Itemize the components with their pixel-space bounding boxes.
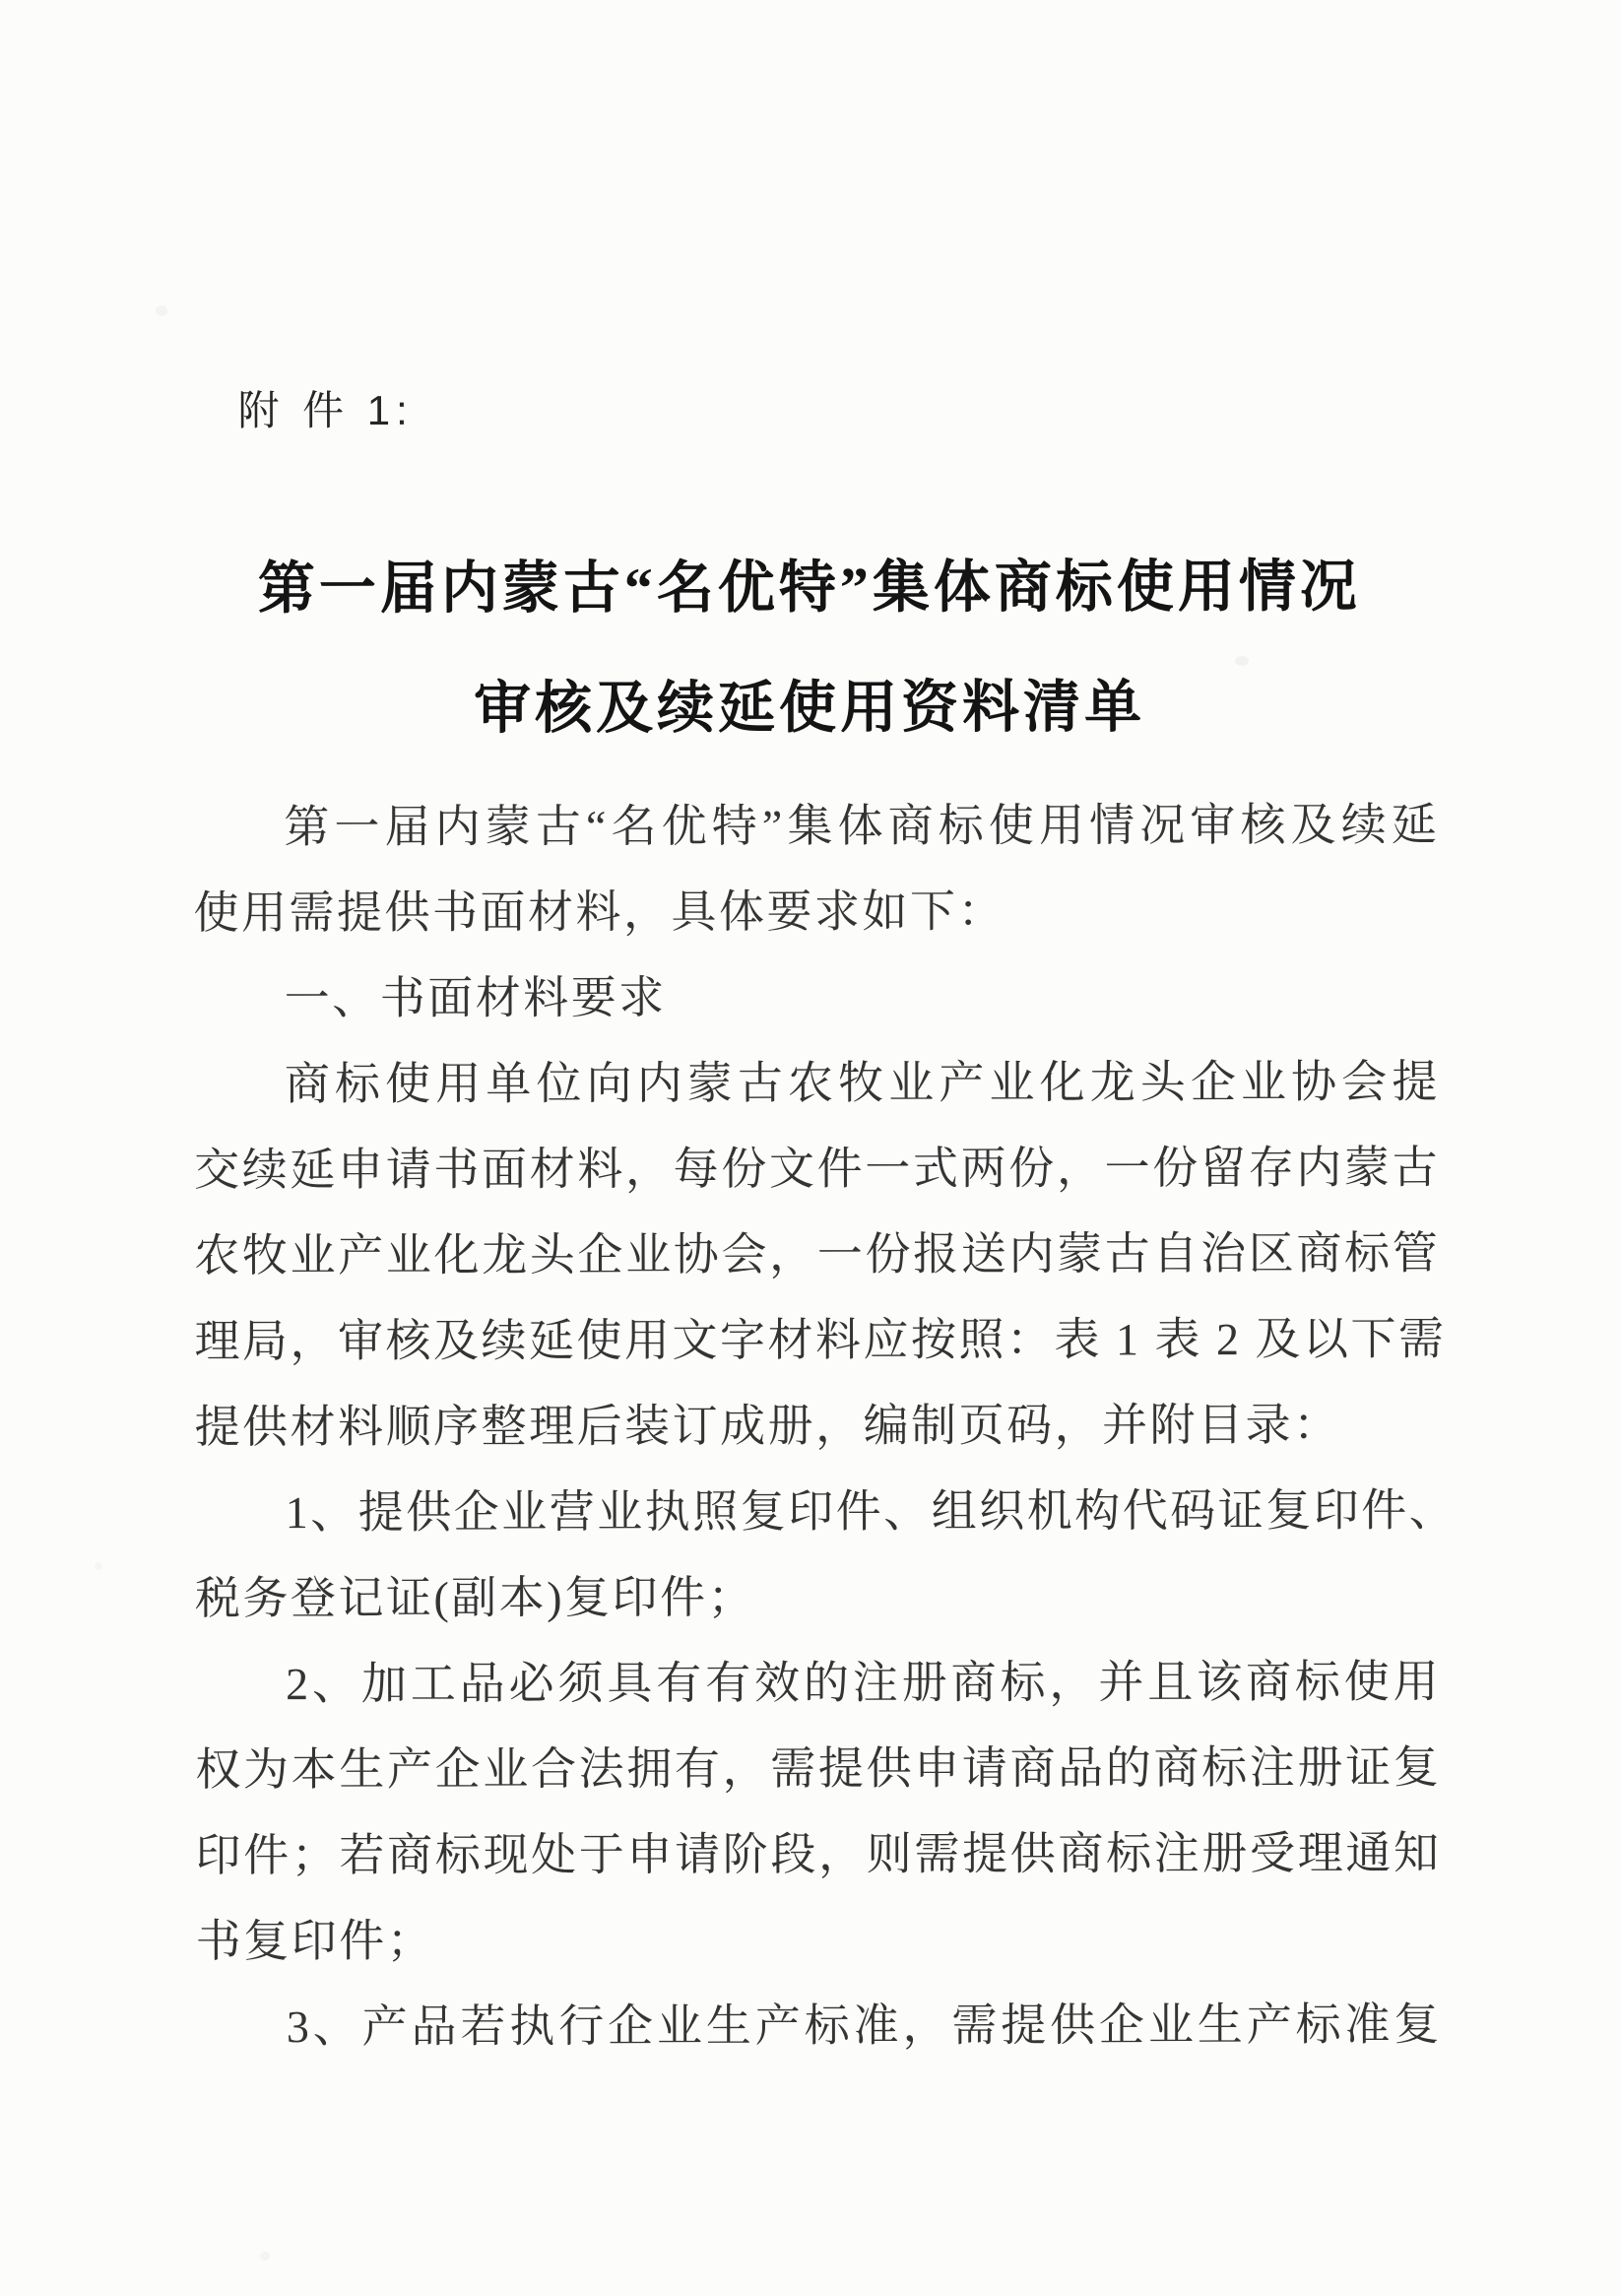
body-line: 理局，审核及续延使用文字材料应按照：表 1 表 2 及以下需	[194, 1313, 1447, 1367]
section-heading: 一、书面材料要求	[284, 972, 667, 1024]
body-line: 第一届内蒙古“名优特”集体商标使用情况审核及续延	[284, 799, 1440, 853]
body-line: 权为本生产企业合法拥有，需提供申请商品的商标注册证复	[195, 1741, 1442, 1796]
title-line-1: 第一届内蒙古“名优特”集体商标使用情况	[257, 554, 1361, 622]
body-line-item-1: 1、提供企业营业执照复印件、组织机构代码证复印件、	[285, 1484, 1458, 1539]
body-line: 提供材料顺序整理后装订成册，编制页码，并附目录：	[194, 1399, 1341, 1453]
body-line: 印件；若商标现处于申请阶段，则需提供商标注册受理通知	[195, 1827, 1442, 1881]
body-line-item-2: 2、加工品必须具有有效的注册商标，并且该商标使用	[286, 1656, 1442, 1710]
body-line: 税务登记证(副本)复印件；	[194, 1572, 756, 1624]
body-line-item-3: 3、产品若执行企业生产标准，需提供企业生产标准复	[286, 1999, 1442, 2053]
body-line: 书复印件；	[195, 1915, 435, 1967]
document-title	[0, 526, 1620, 769]
body-line: 交续延申请书面材料，每份文件一式两份，一份留存内蒙古	[193, 1142, 1441, 1196]
body-line: 商标使用单位向内蒙古农牧业产业化龙头企业协会提	[284, 1056, 1440, 1110]
document-body	[193, 782, 1458, 2070]
body-line: 农牧业产业化龙头企业协会，一份报送内蒙古自治区商标管	[194, 1227, 1441, 1281]
body-line: 使用需提供书面材料，具体要求如下：	[193, 886, 1006, 939]
attachment-label: 附 件 1:	[237, 386, 414, 434]
title-line-2: 审核及续延使用资料清单	[473, 675, 1146, 741]
